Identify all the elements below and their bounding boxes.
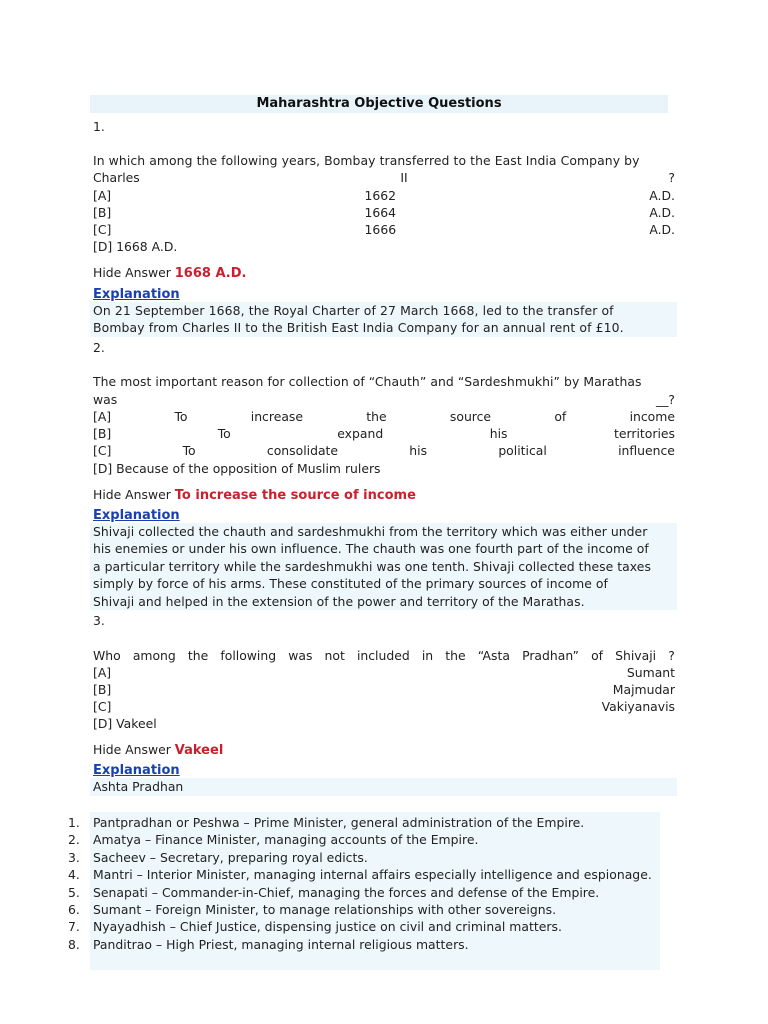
pradhan-list: [68, 814, 660, 953]
word: following: [220, 648, 277, 663]
option-b: [93, 425, 675, 442]
word: of: [591, 648, 604, 663]
option-a: [93, 664, 675, 681]
word: was: [288, 648, 313, 663]
question-number: 3.: [93, 613, 105, 628]
word: among: [132, 648, 176, 663]
hide-answer-link[interactable]: Hide Answer: [93, 487, 175, 502]
explanation-text: [93, 523, 676, 610]
word: ?: [668, 170, 675, 185]
option-b: [93, 681, 675, 698]
explanation-text: [93, 778, 676, 795]
word: [B]: [93, 426, 112, 441]
word: the: [445, 648, 466, 663]
option-a: [93, 187, 675, 204]
option-d: [D] Because of the opposition of Muslim rulers: [93, 461, 381, 476]
hide-answer-link[interactable]: Hide Answer: [93, 265, 175, 280]
list-item: 5. Senapati – Commander-in-Chief, managing the forces and defense of the Empire.: [68, 884, 600, 900]
word: source: [449, 409, 492, 424]
question-text-cont: [93, 391, 675, 408]
option-suffix: A.D.: [649, 205, 675, 220]
word: II: [400, 170, 408, 185]
question-text-cont: [93, 169, 675, 186]
word: his: [409, 443, 428, 458]
question-text: [93, 647, 675, 664]
answer-text: Vakeel: [174, 743, 224, 758]
explanation-row: [93, 506, 675, 523]
word: Shivaji: [615, 648, 657, 663]
explanation-text: [93, 302, 676, 337]
word: included: [356, 648, 410, 663]
option-label: [B]: [93, 682, 112, 697]
option-suffix: A.D.: [649, 222, 675, 237]
word: the: [366, 409, 387, 424]
word: consolidate: [266, 443, 339, 458]
option-c: [93, 698, 675, 715]
hide-answer-link[interactable]: Hide Answer: [93, 742, 175, 757]
word: expand: [337, 426, 384, 441]
hide-answer-row: [93, 741, 675, 758]
answer-text: To increase the source of income: [174, 488, 416, 503]
explanation-link[interactable]: Explanation: [93, 763, 180, 778]
explanation-link[interactable]: Explanation: [93, 508, 180, 523]
option-label: [C]: [93, 222, 112, 237]
list-item: 4. Mantri – Interior Minister, managing internal affairs especially intelligence and espionage.: [68, 867, 652, 883]
word: political: [498, 443, 547, 458]
word: in: [421, 648, 434, 663]
explanation-line: Ashta Pradhan: [93, 779, 184, 794]
list-item: 1. Pantpradhan or Peshwa – Prime Minister, general administration of the Empire.: [68, 815, 585, 830]
word: To: [182, 443, 196, 458]
list-item: 8. Panditrao – High Priest, managing internal religious matters.: [68, 936, 469, 952]
option-c: [93, 442, 675, 459]
word: To: [174, 409, 188, 424]
page-title: Maharashtra Objective Questions: [256, 96, 502, 111]
word: Pradhan”: [522, 648, 579, 663]
word: his: [489, 426, 508, 441]
answer-text: 1668 A.D.: [174, 266, 247, 281]
list-item: 2. Amatya – Finance Minister, managing accounts of the Empire.: [68, 832, 479, 848]
word: [C]: [93, 443, 112, 458]
word: was: [93, 392, 118, 407]
explanation-line: Bombay from Charles II to the British East India Company for an annual rent of £10.: [93, 320, 624, 336]
list-item: 3. Sacheev – Secretary, preparing royal edicts.: [68, 849, 368, 865]
word: the: [187, 648, 209, 663]
option-value: 1666: [364, 222, 397, 237]
title-bar: [90, 95, 668, 113]
explanation-link[interactable]: Explanation: [93, 287, 180, 302]
option-label: [A]: [93, 188, 112, 203]
word: “Asta: [477, 648, 510, 663]
option-label: [C]: [93, 699, 112, 714]
explanation-line: simply by force of his arms. These constituted of the primary sources of income of: [93, 576, 608, 592]
explanation-line: his enemies or under his own influence. The chauth was one fourth part of the income of: [93, 541, 649, 557]
option-value: Sumant: [626, 665, 675, 680]
word: Charles: [93, 170, 140, 185]
word: not: [324, 648, 345, 663]
option-b: [93, 204, 675, 221]
option-value: Majmudar: [612, 682, 675, 697]
word: of: [554, 409, 567, 424]
explanation-row: [93, 761, 675, 778]
option-suffix: A.D.: [649, 188, 675, 203]
option-value: 1664: [364, 205, 397, 220]
question-text: In which among the following years, Bombay transferred to the East India Company by: [93, 153, 640, 168]
option-d: [D] Vakeel: [93, 716, 157, 731]
explanation-line: On 21 September 1668, the Royal Charter of 27 March 1668, led to the transfer of: [93, 303, 614, 318]
word: ?: [668, 648, 675, 663]
option-c: [93, 221, 675, 238]
question-number: 2.: [93, 340, 105, 355]
explanation-row: [93, 285, 675, 302]
option-value: Vakiyanavis: [601, 699, 675, 714]
word: Who: [93, 648, 121, 663]
option-d: [D] 1668 A.D.: [93, 239, 178, 254]
word: territories: [614, 426, 675, 441]
question-number: 1.: [93, 119, 105, 134]
list-item: 6. Sumant – Foreign Minister, to manage relationships with other sovereigns.: [68, 902, 557, 918]
option-value: 1662: [364, 188, 396, 203]
option-label: [A]: [93, 665, 112, 680]
option-label: [B]: [93, 205, 112, 220]
explanation-line: Shivaji collected the chauth and sardeshmukhi from the territory which was either under: [93, 524, 648, 539]
option-a: [93, 408, 675, 425]
word: income: [629, 409, 675, 424]
list-item: 7. Nyayadhish – Chief Justice, dispensing justice on civil and criminal matters.: [68, 919, 562, 935]
word: __?: [656, 392, 675, 407]
hide-answer-row: [93, 264, 675, 281]
hide-answer-row: [93, 486, 675, 503]
explanation-line: Shivaji and helped in the extension of the power and territory of the Marathas.: [93, 593, 585, 609]
explanation-line: a particular territory while the sardeshmukhi was one tenth. Shivaji collected these taxes: [93, 558, 651, 574]
word: influence: [618, 443, 675, 458]
word: [A]: [93, 409, 112, 424]
word: To: [217, 426, 231, 441]
question-text: The most important reason for collection of “Chauth” and “Sardeshmukhi” by Marathas: [93, 374, 642, 389]
word: increase: [250, 409, 303, 424]
